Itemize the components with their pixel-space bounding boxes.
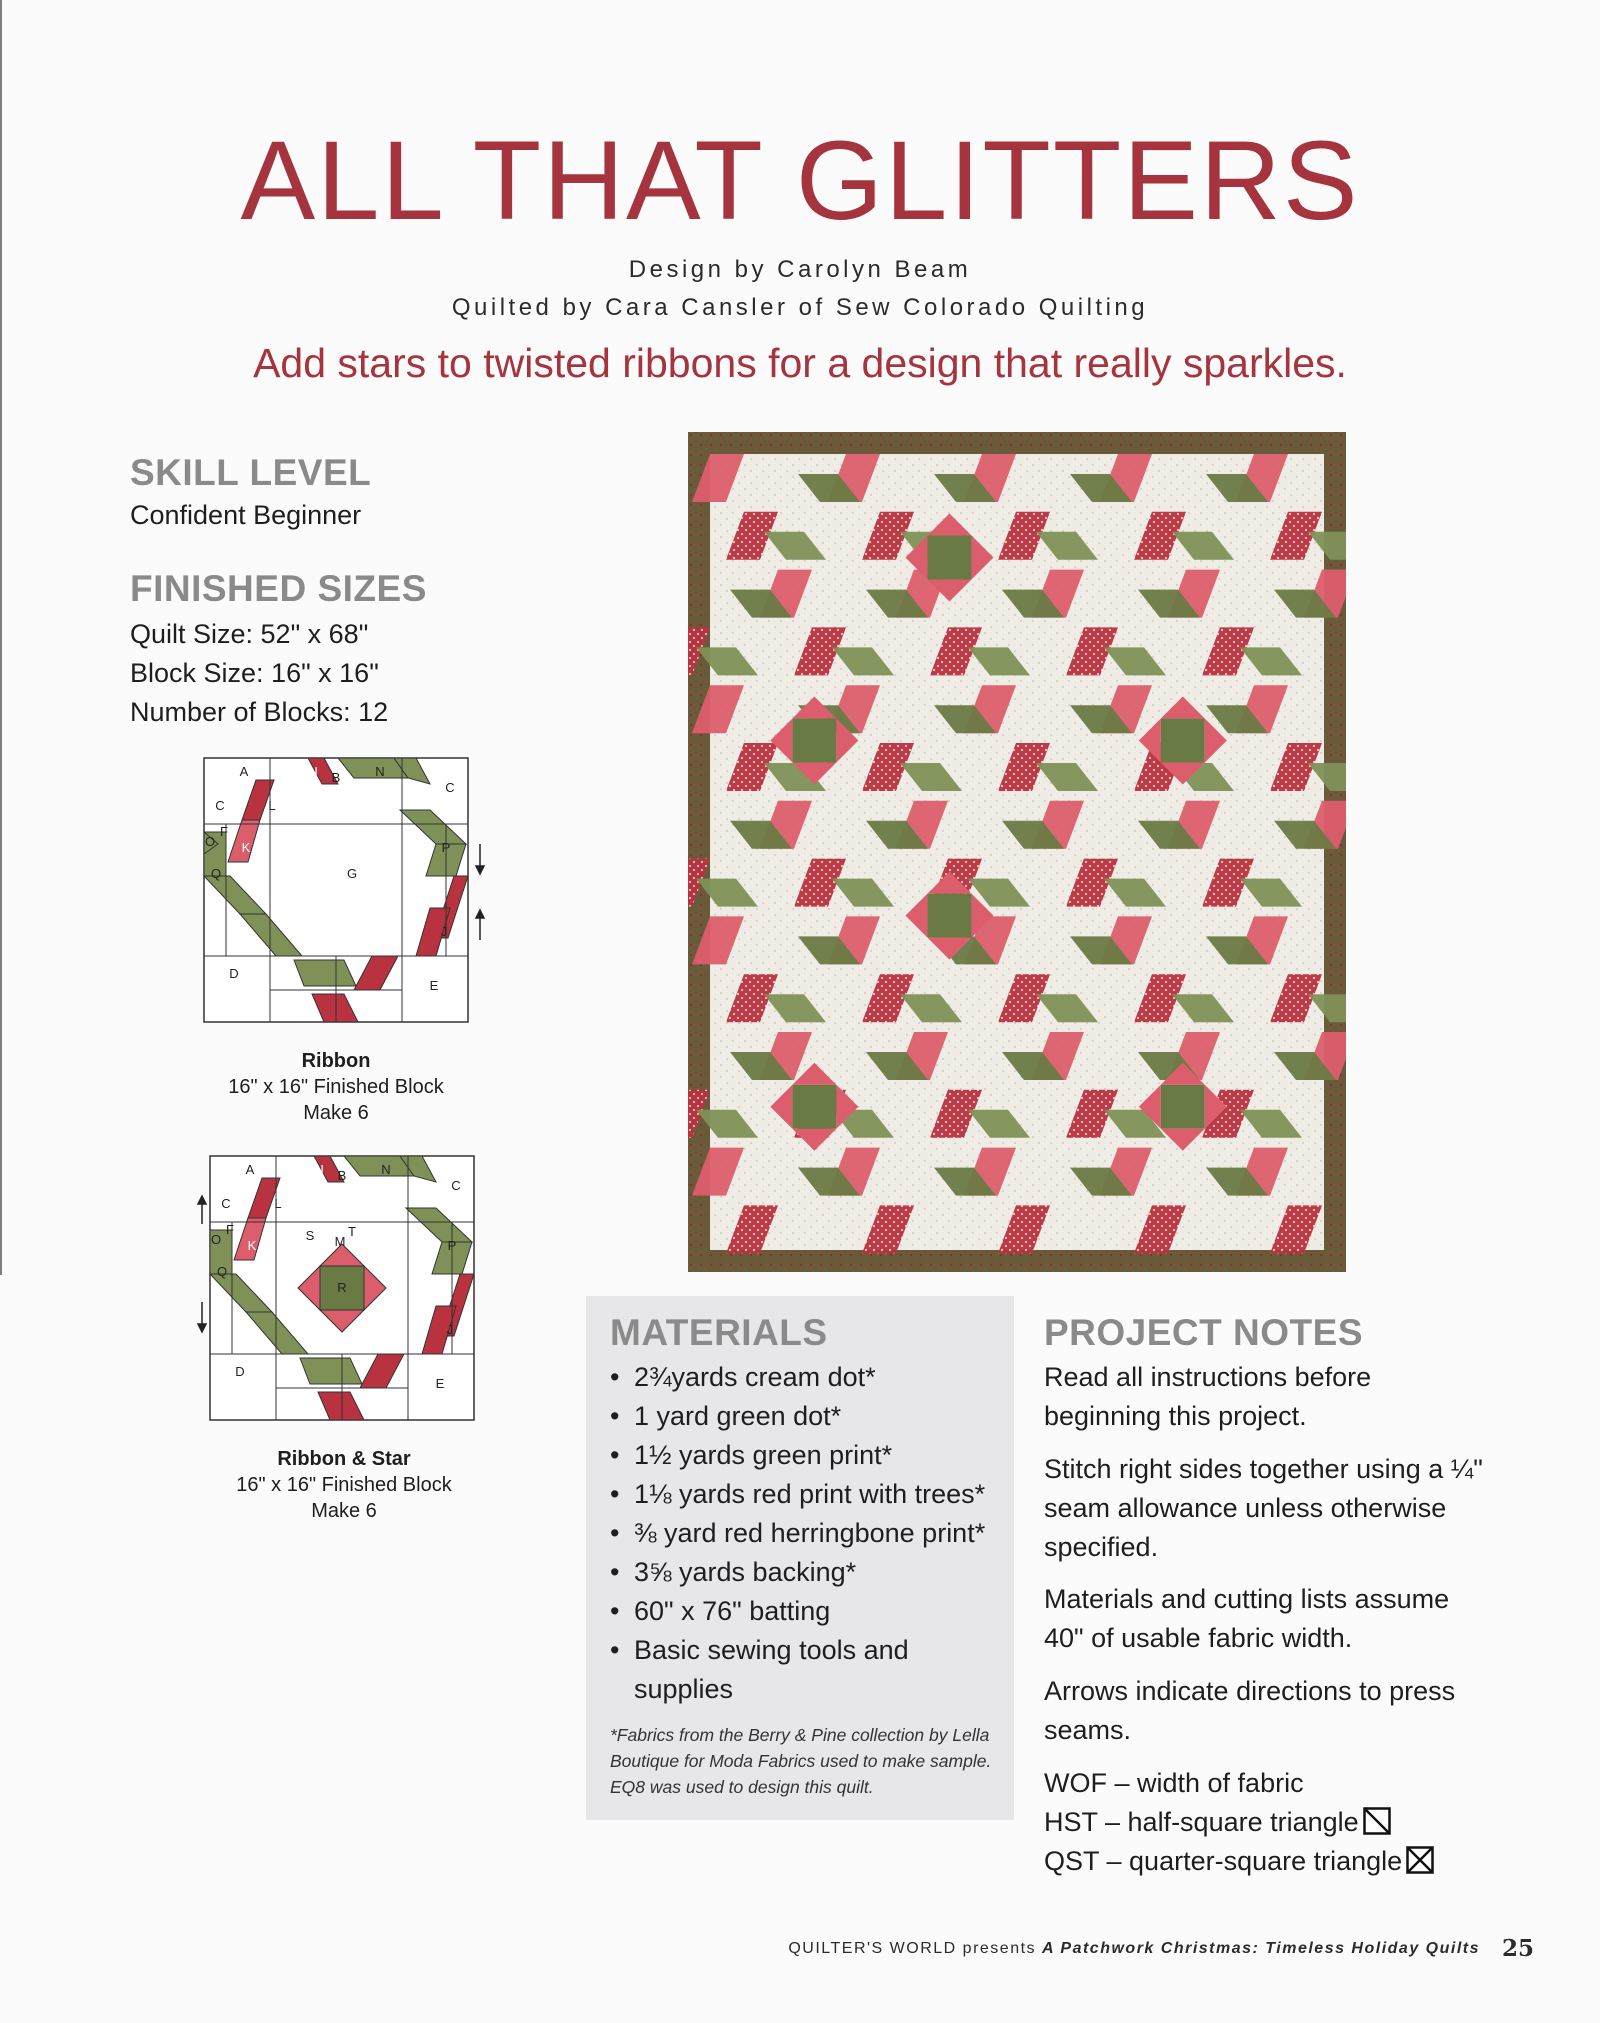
qst-icon <box>1406 1846 1434 1874</box>
svg-text:J: J <box>446 1322 454 1337</box>
svg-text:A: A <box>245 1162 255 1177</box>
footer-publication <box>788 1940 1480 1958</box>
ribbon-star-block-caption <box>206 1446 482 1524</box>
tagline: Add stars to twisted ribbons for a design that really sparkles. <box>253 340 1347 386</box>
svg-text:P: P <box>447 1238 457 1253</box>
svg-text:Q: Q <box>216 1264 228 1279</box>
materials-list <box>610 1358 1010 1709</box>
ribbon-star-block-name: Ribbon & Star <box>277 1448 411 1470</box>
footer-title: A Patchwork Christmas: Timeless Holiday Quilts <box>1042 1940 1480 1957</box>
svg-text:B: B <box>331 770 341 785</box>
quilt-size: Quilt Size: 52" x 68" <box>130 619 369 649</box>
hst-icon <box>1363 1807 1391 1835</box>
number-of-blocks: Number of Blocks: 12 <box>130 697 389 727</box>
svg-text:G: G <box>346 866 358 881</box>
page-title: ALL THAT GLITTERS <box>240 118 1360 243</box>
ribbon-star-block-make: Make 6 <box>311 1500 377 1522</box>
svg-text:C: C <box>445 780 455 795</box>
list-item: • 1½ yards green print* <box>610 1436 1010 1475</box>
note-paragraph: Stitch right sides together using a ¼" seam allowance unless otherwise specified. <box>1044 1454 1483 1562</box>
svg-text:F: F <box>220 824 228 839</box>
ribbon-block-name: Ribbon <box>301 1050 371 1072</box>
ribbon-block-caption <box>206 1048 466 1126</box>
svg-text:E: E <box>435 1376 445 1391</box>
ribbon-block-make: Make 6 <box>303 1102 369 1124</box>
hst-text: HST – half-square triangle <box>1044 1807 1359 1837</box>
svg-text:B: B <box>337 1168 347 1183</box>
materials-heading: MATERIALS <box>610 1312 828 1353</box>
svg-text:N: N <box>375 764 385 779</box>
svg-text:O: O <box>204 834 216 849</box>
svg-text:L: L <box>268 798 276 813</box>
svg-text:D: D <box>235 1364 245 1379</box>
svg-text:Q: Q <box>210 866 222 881</box>
svg-text:N: N <box>381 1162 391 1177</box>
svg-text:S: S <box>305 1228 315 1243</box>
svg-text:P: P <box>441 840 451 855</box>
skill-level-heading: SKILL LEVEL <box>130 452 372 493</box>
list-item: • 1⅛ yards red print with trees* <box>610 1475 1010 1514</box>
svg-text:R: R <box>337 1280 347 1295</box>
list-item: • 2¾yards cream dot* <box>610 1358 1010 1397</box>
list-item: • 3⅝ yards backing* <box>610 1553 1010 1592</box>
wof-text: WOF – width of fabric <box>1044 1768 1304 1798</box>
design-credit: Design by Carolyn Beam <box>628 256 972 283</box>
svg-text:C: C <box>221 1196 231 1211</box>
svg-text:A: A <box>239 764 249 779</box>
quilt-photo <box>688 432 1346 1272</box>
svg-text:D: D <box>229 966 239 981</box>
svg-text:K: K <box>241 840 251 855</box>
skill-level-value: Confident Beginner <box>130 500 362 530</box>
finished-sizes-heading: FINISHED SIZES <box>130 568 427 609</box>
svg-text:M: M <box>334 1234 346 1249</box>
footer-magazine: QUILTER'S WORLD presents <box>788 1940 1037 1957</box>
svg-text:I: I <box>320 1162 324 1177</box>
svg-text:T: T <box>348 1224 356 1239</box>
svg-text:C: C <box>451 1178 461 1193</box>
project-notes-heading: PROJECT NOTES <box>1044 1312 1363 1353</box>
qst-text: QST – quarter-square triangle <box>1044 1846 1403 1876</box>
svg-text:J: J <box>440 924 448 939</box>
svg-text:L: L <box>274 1196 282 1211</box>
note-paragraph: Read all instructions before beginning this project. <box>1044 1362 1372 1431</box>
svg-text:F: F <box>226 1222 234 1237</box>
svg-text:C: C <box>215 798 225 813</box>
materials-footnote: *Fabrics from the Berry & Pine collection by Lella Boutique for Moda Fabrics used to make sample. EQ8 was used to design this quilt. <box>610 1725 992 1797</box>
ribbon-star-block-size: 16" x 16" Finished Block <box>236 1474 452 1496</box>
ribbon-block-diagram <box>196 752 496 1028</box>
svg-text:O: O <box>210 1232 222 1247</box>
page-number: 25 <box>1502 1935 1535 1962</box>
list-item: • 1 yard green dot* <box>610 1397 1010 1436</box>
svg-text:E: E <box>429 978 439 993</box>
block-size: Block Size: 16" x 16" <box>130 658 379 688</box>
note-paragraph: Arrows indicate directions to press seams. <box>1044 1676 1456 1745</box>
note-paragraph: Materials and cutting lists assume 40" of usable fabric width. <box>1044 1584 1450 1653</box>
list-item: • Basic sewing tools and supplies <box>610 1631 1010 1709</box>
wof-definition <box>1044 1764 1304 1803</box>
svg-text:K: K <box>247 1238 257 1253</box>
list-item: • 60" x 76" batting <box>610 1592 1010 1631</box>
qst-definition <box>1044 1842 1434 1881</box>
ribbon-star-block-diagram <box>192 1150 492 1426</box>
svg-text:I: I <box>314 764 318 779</box>
list-item: • ⅜ yard red herringbone print* <box>610 1514 1010 1553</box>
quilted-credit: Quilted by Cara Cansler of Sew Colorado Quilting <box>451 294 1149 321</box>
ribbon-block-size: 16" x 16" Finished Block <box>228 1076 444 1098</box>
hst-definition <box>1044 1803 1391 1842</box>
